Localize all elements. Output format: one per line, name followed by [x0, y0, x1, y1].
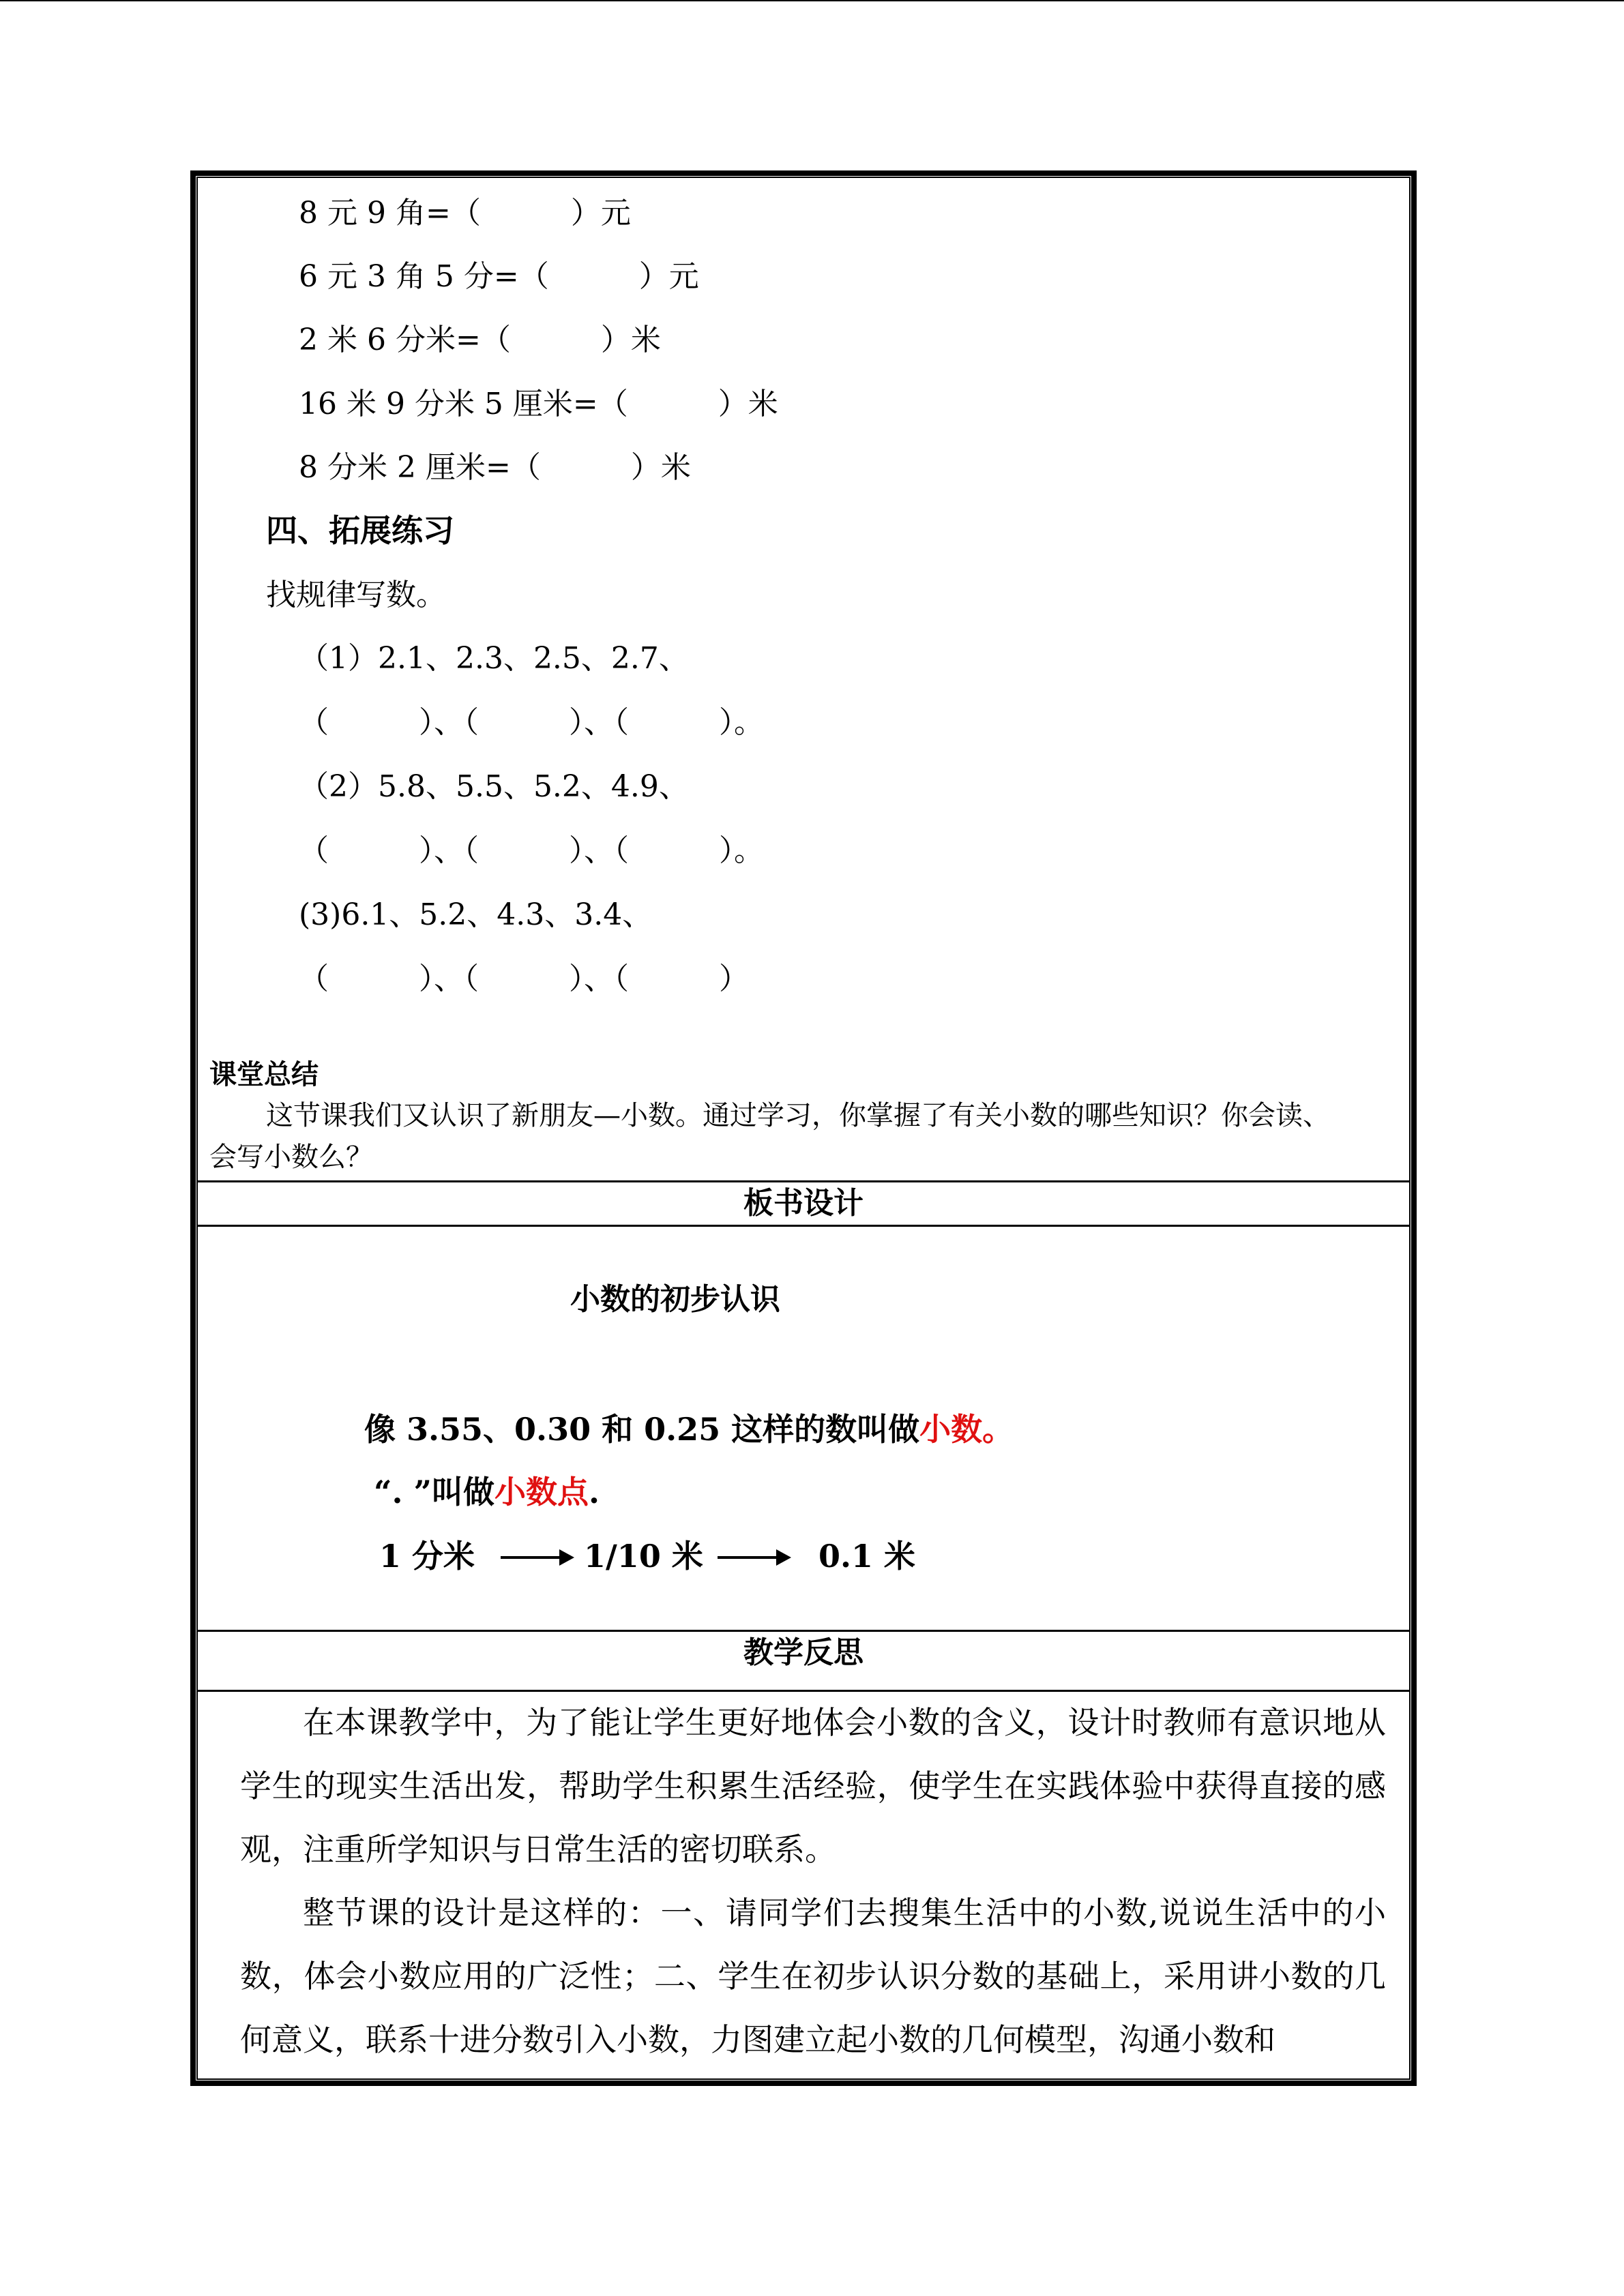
pattern-blanks: （ ）、（ ）、（ ）。 [299, 833, 764, 868]
reflection-header: 教学反思 [743, 1635, 863, 1670]
reflection-paragraph: 在本课教学中，为了能让学生更好地体会小数的含义，设计时教师有意识地从学生的现实生活出发，帮助学生积累生活经验，使学生在实践体验中获得直接的感观，注重所学知识与日常生活的密切联系。 [240, 1704, 1386, 1868]
pattern-blanks: （ ）、（ ）、（ ） [299, 961, 749, 996]
row-divider [198, 1630, 1409, 1632]
decimal-point-text: “. ”叫做 [374, 1474, 494, 1510]
decimal-term-highlight: 小数。 [919, 1411, 1014, 1448]
board-title: 小数的初步认识 [570, 1282, 780, 1317]
pattern-sequence: （1）2.1、2.3、2.5、2.7、 [299, 641, 689, 676]
flow-step: 1/10 米 [584, 1538, 703, 1575]
page-top-rule [0, 0, 1624, 1]
reflection-paragraph: 整节课的设计是这样的：一、请同学们去搜集生活中的小数,说说生活中的小数，体会小数应用的广泛性；二、学生在初步认识分数的基础上，采用讲小数的几何意义，联系十进分数引入小数，力图建立起小数的几何模型，沟通小数和 [240, 1894, 1386, 2058]
pattern-intro: 找规律写数。 [266, 578, 446, 612]
decimal-definition-text: 像 3.55、0.30 和 0.25 这样的数叫做 [364, 1411, 920, 1448]
row-divider [198, 1225, 1409, 1227]
flow-step: 0.1 米 [818, 1538, 916, 1575]
summary-text-line2: 会写小数么？ [209, 1142, 373, 1173]
conversion-item: 8 元 9 角=（ ）元 [299, 196, 631, 230]
right-arrow-icon [718, 1556, 788, 1559]
pattern-blanks: （ ）、（ ）、（ ）。 [299, 705, 764, 740]
conversion-item: 2 米 6 分米=（ ）米 [299, 323, 661, 357]
decimal-point-definition [374, 1473, 600, 1511]
decimal-point-highlight: 小数点 [494, 1474, 589, 1510]
pattern-sequence: (3)6.1、5.2、4.3、3.4、 [299, 897, 653, 932]
decimal-definition [364, 1410, 1014, 1448]
decimal-point-suffix: . [588, 1474, 600, 1510]
flow-step: 1 分米 [379, 1538, 475, 1575]
conversion-item: 8 分米 2 厘米=（ ）米 [299, 450, 691, 485]
board-design-header: 板书设计 [743, 1186, 863, 1221]
section-four-heading: 四、拓展练习 [266, 512, 454, 549]
reflection-body [240, 1691, 1386, 2072]
summary-heading: 课堂总结 [209, 1058, 319, 1090]
right-arrow-icon [501, 1556, 572, 1559]
pattern-sequence: （2）5.8、5.5、5.2、4.9、 [299, 769, 689, 804]
conversion-item: 6 元 3 角 5 分=（ ）元 [299, 259, 699, 294]
summary-text-line1: 这节课我们又认识了新朋友—小数。通过学习，你掌握了有关小数的哪些知识？你会读、 [266, 1100, 1330, 1131]
row-divider [198, 1180, 1409, 1182]
conversion-item: 16 米 9 分米 5 厘米=（ ）米 [299, 387, 778, 421]
